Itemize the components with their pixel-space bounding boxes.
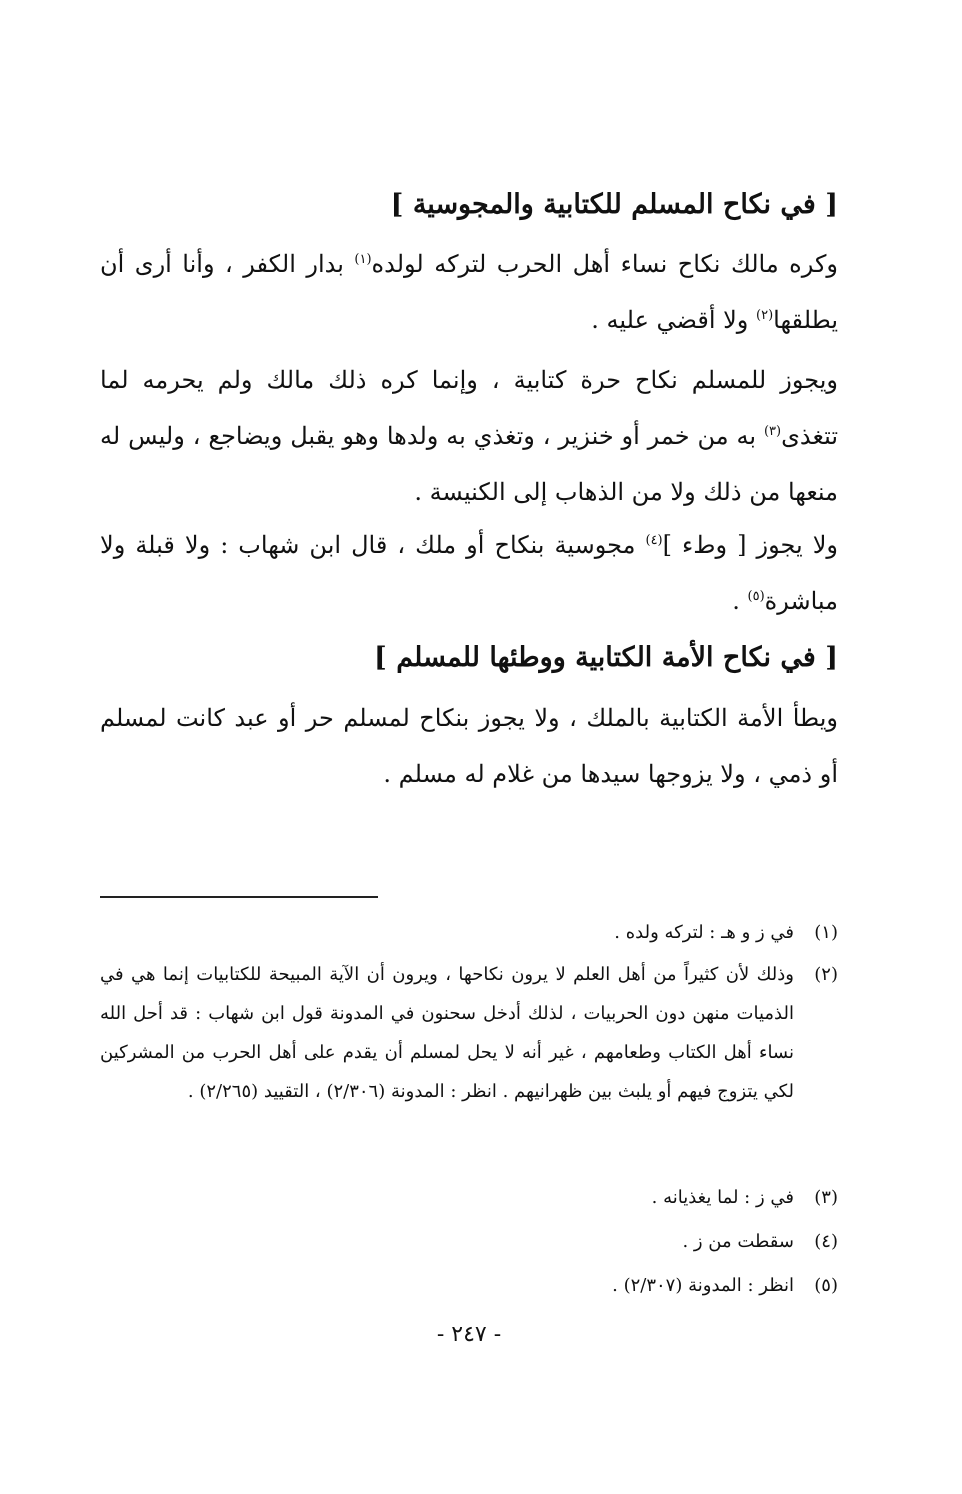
book-page bbox=[100, 0, 838, 1494]
footnote-ref-2: (٢) bbox=[756, 308, 774, 323]
section-heading-2: [ في نكاح الأمة الكتابية ووطئها للمسلم ] bbox=[374, 642, 838, 673]
page-number: - ٢٤٧ - bbox=[436, 1322, 502, 1347]
footnote-number: (١) bbox=[814, 922, 838, 943]
footnote-ref-5: (٥) bbox=[747, 589, 765, 604]
footnote-number: (٥) bbox=[814, 1275, 838, 1296]
paragraph-1-part-c: ولا أقضي عليه . bbox=[591, 306, 757, 334]
footnote-divider bbox=[100, 896, 378, 898]
footnote-text: انظر : المدونة (٢/٣٠٧) . bbox=[612, 1275, 794, 1296]
paragraph-2-part-b: به من خمر أو خنزير ، وتغذي به ولدها وهو يقبل ويضاجع ، وليس له منعها من ذلك ولا من الذهاب إلى الكنيسة . bbox=[100, 422, 838, 506]
paragraph-3-part-b: مجوسية بنكاح أو ملك ، قال ابن شهاب : ولا قبلة ولا مباشرة bbox=[100, 531, 838, 615]
footnote-ref-1: (١) bbox=[354, 252, 372, 267]
footnote-4 bbox=[100, 1222, 838, 1261]
paragraph-2 bbox=[100, 352, 838, 520]
paragraph-3-part-a: ولا يجوز [ وطء ] bbox=[662, 531, 838, 559]
footnote-text: في ز : لما يغذيانه . bbox=[651, 1187, 794, 1208]
footnote-number: (٤) bbox=[814, 1231, 838, 1252]
footnote-ref-3: (٣) bbox=[763, 424, 782, 439]
footnote-number: (٢) bbox=[814, 964, 838, 985]
paragraph-1 bbox=[100, 236, 838, 348]
footnote-ref-4: (٤) bbox=[645, 533, 663, 548]
paragraph-3-part-c: . bbox=[732, 587, 748, 615]
paragraph-2-part-a: ويجوز للمسلم نكاح حرة كتابية ، وإنما كره ذلك مالك ولم يحرمه لما تتغذى bbox=[100, 366, 838, 450]
footnote-2 bbox=[100, 955, 838, 1111]
paragraph-1-part-a: وكره مالك نكاح نساء أهل الحرب لتركه لولده bbox=[371, 250, 838, 278]
footnote-1 bbox=[100, 913, 838, 952]
section-heading-1: [ في نكاح المسلم للكتابية والمجوسية ] bbox=[390, 189, 838, 220]
paragraph-4: ويطأ الأمة الكتابية بالملك ، ولا يجوز بنكاح لمسلم حر أو عبد كانت لمسلم أو ذمي ، ولا يزوجها سيدها من غلام له مسلم . bbox=[100, 704, 838, 788]
footnote-text: سقطت من ز . bbox=[682, 1231, 794, 1252]
paragraph-3 bbox=[100, 517, 838, 629]
paragraph-1-part-b: بدار الكفر ، وأنا أرى أن يطلقها bbox=[100, 250, 838, 334]
footnote-3 bbox=[100, 1178, 838, 1217]
footnote-number: (٣) bbox=[814, 1187, 838, 1208]
footnote-text: في ز و هـ : لتركه ولده . bbox=[614, 922, 794, 943]
footnote-5 bbox=[100, 1266, 838, 1305]
footnote-text: وذلك لأن كثيراً من أهل العلم لا يرون نكاحها ، ويرون أن الآية المبيحة للكتابيات إنما هي في الذميات منهن دون الحربيات ، لذلك أدخل سحنون في المدونة قول ابن شهاب : قد أحل الله نساء أهل الكتاب وطعامهم ، غير أنه لا يحل لمسلم أن يقدم على أهل الحرب من المشركين لكي يتزوج فيهم أو يلبث بين ظهرانيهم . انظر : المدونة (٢/٣٠٦) ، التقييد (٢/٢٦٥) . bbox=[100, 964, 794, 1102]
